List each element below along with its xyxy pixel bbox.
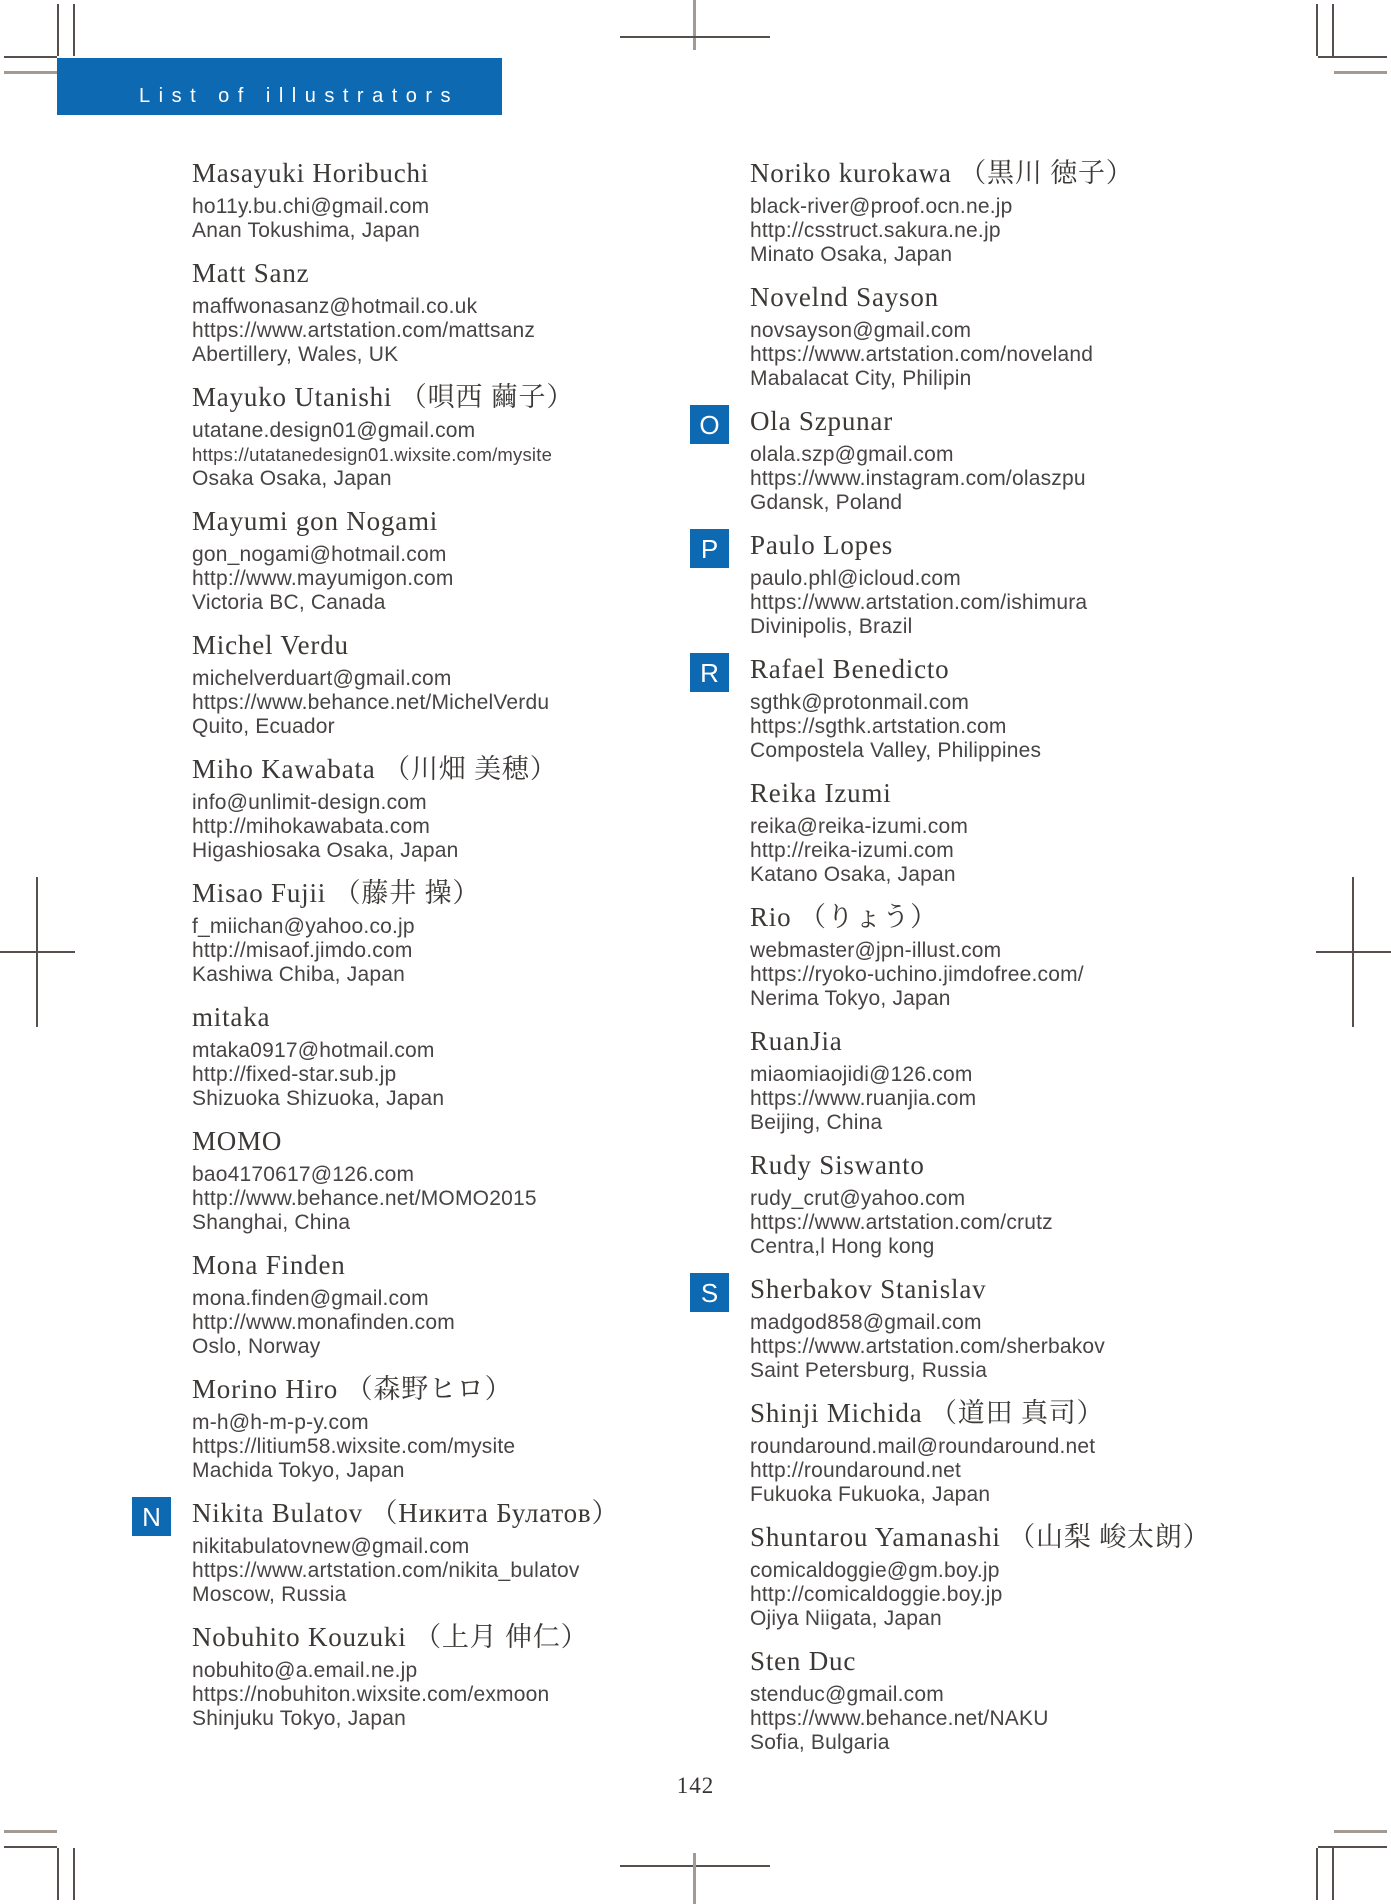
illustrator-location: Kashiwa Chiba, Japan xyxy=(192,963,405,986)
illustrator-name: Nikita Bulatov （Никита Булатов） xyxy=(192,1498,620,1528)
illustrator-entry xyxy=(699,404,1270,515)
illustrator-location: Abertillery, Wales, UK xyxy=(192,343,399,366)
illustrator-email: nikitabulatovnew@gmail.com xyxy=(192,1535,470,1558)
illustrator-column-right xyxy=(699,156,1270,1768)
illustrator-entry xyxy=(192,1620,712,1731)
section-letter-badge: O xyxy=(690,405,729,444)
section-letter-badge: N xyxy=(132,1497,171,1536)
illustrator-column-left xyxy=(142,156,712,1744)
illustrator-url: http://misaof.jimdo.com xyxy=(192,939,413,962)
crop-mark xyxy=(1316,4,1318,56)
illustrator-name: RuanJia xyxy=(750,1026,843,1056)
illustrator-email: stenduc@gmail.com xyxy=(750,1683,944,1706)
illustrator-entry xyxy=(192,504,712,615)
illustrator-name: Morino Hiro （森野ヒロ） xyxy=(192,1374,513,1404)
illustrator-url: https://www.behance.net/MichelVerdu xyxy=(192,691,550,714)
illustrator-name: Mayuko Utanishi （唄西 繭子） xyxy=(192,382,575,412)
illustrator-email: f_miichan@yahoo.co.jp xyxy=(192,915,415,938)
illustrator-name: Mona Finden xyxy=(192,1250,346,1280)
illustrator-location: Shanghai, China xyxy=(192,1211,351,1234)
illustrator-url: http://www.behance.net/MOMO2015 xyxy=(192,1187,537,1210)
illustrator-url: https://www.behance.net/NAKU xyxy=(750,1707,1049,1730)
illustrator-email: bao4170617@126.com xyxy=(192,1163,415,1186)
illustrator-name: Paulo Lopes xyxy=(750,530,894,560)
illustrator-name: Ola Szpunar xyxy=(750,406,894,436)
illustrator-name: MOMO xyxy=(192,1126,283,1156)
illustrator-url: https://www.artstation.com/sherbakov xyxy=(750,1335,1106,1358)
illustrator-entry xyxy=(750,156,1270,267)
page-header-bar xyxy=(57,58,502,115)
illustrator-entry xyxy=(700,528,1270,639)
illustrator-location: Moscow, Russia xyxy=(192,1583,347,1606)
illustrator-email: roundaround.mail@roundaround.net xyxy=(750,1435,1096,1458)
crop-mark xyxy=(693,0,696,50)
illustrator-url: https://utatanedesign01.wixsite.com/mysite xyxy=(192,444,553,465)
illustrator-name: Sten Duc xyxy=(750,1646,857,1676)
crop-mark xyxy=(4,1830,57,1833)
crop-mark xyxy=(73,4,75,56)
illustrator-location: Oslo, Norway xyxy=(192,1335,321,1358)
page-number: 142 xyxy=(676,1773,715,1798)
illustrator-email: gon_nogami@hotmail.com xyxy=(192,543,447,566)
illustrator-email: utatane.design01@gmail.com xyxy=(192,419,476,442)
illustrator-email: sgthk@protonmail.com xyxy=(750,691,970,714)
illustrator-location: Compostela Valley, Philippines xyxy=(750,739,1042,762)
illustrator-email: michelverduart@gmail.com xyxy=(192,667,452,690)
illustrator-location: Beijing, China xyxy=(750,1111,883,1134)
illustrator-url: https://www.instagram.com/olaszpu xyxy=(750,467,1086,490)
crop-mark xyxy=(73,1848,75,1900)
illustrator-url: https://sgthk.artstation.com xyxy=(750,715,1007,738)
illustrator-entry xyxy=(192,876,712,987)
illustrator-name: Noriko kurokawa （黒川 徳子） xyxy=(750,158,1134,188)
crop-mark xyxy=(4,71,57,74)
illustrator-url: https://www.artstation.com/nikita_bulatov xyxy=(192,1559,580,1582)
illustrator-url: http://fixed-star.sub.jp xyxy=(192,1063,397,1086)
illustrator-email: mtaka0917@hotmail.com xyxy=(192,1039,435,1062)
illustrator-entry xyxy=(192,1372,712,1483)
illustrator-entry xyxy=(750,280,1270,391)
illustrator-entry xyxy=(750,1644,1270,1755)
illustrator-name: Michel Verdu xyxy=(192,630,349,660)
illustrator-entry xyxy=(700,652,1270,763)
illustrator-name: Rafael Benedicto xyxy=(750,654,950,684)
illustrator-location: Shinjuku Tokyo, Japan xyxy=(192,1707,406,1730)
illustrator-email: miaomiaojidi@126.com xyxy=(750,1063,973,1086)
illustrator-entry xyxy=(192,752,712,863)
crop-mark xyxy=(1316,951,1391,953)
illustrator-entry xyxy=(700,1272,1270,1383)
crop-mark xyxy=(1332,1848,1334,1900)
crop-mark xyxy=(1334,71,1387,74)
illustrator-url: http://reika-izumi.com xyxy=(750,839,954,862)
illustrator-location: Sofia, Bulgaria xyxy=(750,1731,890,1754)
illustrator-email: reika@reika-izumi.com xyxy=(750,815,969,838)
illustrator-name: Matt Sanz xyxy=(192,258,310,288)
illustrator-name: Miho Kawabata （川畑 美穂） xyxy=(192,754,558,784)
illustrator-location: Higashiosaka Osaka, Japan xyxy=(192,839,459,862)
illustrator-name: Sherbakov Stanislav xyxy=(750,1274,987,1304)
illustrator-name: mitaka xyxy=(192,1002,271,1032)
illustrator-location: Nerima Tokyo, Japan xyxy=(750,987,951,1010)
illustrator-location: Machida Tokyo, Japan xyxy=(192,1459,405,1482)
illustrator-entry xyxy=(192,156,712,243)
illustrator-url: https://ryoko-uchino.jimdofree.com/ xyxy=(750,963,1084,986)
illustrator-location: Mabalacat City, Philipin xyxy=(750,367,972,390)
illustrator-email: maffwonasanz@hotmail.co.uk xyxy=(192,295,478,318)
illustrator-name: Rio （りょう） xyxy=(750,902,938,932)
crop-mark xyxy=(1316,1848,1318,1900)
illustrator-name: Masayuki Horibuchi xyxy=(192,158,430,188)
crop-mark xyxy=(1318,1846,1387,1848)
crop-mark xyxy=(4,56,57,58)
illustrator-name: Shinji Michida （道田 真司） xyxy=(750,1398,1105,1428)
illustrator-entry xyxy=(750,900,1270,1011)
illustrator-name: Rudy Siswanto xyxy=(750,1150,925,1180)
illustrator-entry xyxy=(750,776,1270,887)
illustrator-location: Fukuoka Fukuoka, Japan xyxy=(750,1483,991,1506)
illustrator-url: http://comicaldoggie.boy.jp xyxy=(750,1583,1003,1606)
crop-mark xyxy=(1332,4,1334,56)
crop-mark xyxy=(1352,877,1354,1027)
illustrator-url: https://litium58.wixsite.com/mysite xyxy=(192,1435,516,1458)
illustrator-entry xyxy=(750,1024,1270,1135)
crop-mark xyxy=(57,4,59,56)
illustrator-email: madgod858@gmail.com xyxy=(750,1311,982,1334)
illustrator-location: Shizuoka Shizuoka, Japan xyxy=(192,1087,445,1110)
crop-mark xyxy=(36,877,38,1027)
illustrator-entry xyxy=(192,1000,712,1111)
illustrator-name: Novelnd Sayson xyxy=(750,282,939,312)
illustrator-location: Divinipolis, Brazil xyxy=(750,615,913,638)
illustrator-url: https://www.artstation.com/ishimura xyxy=(750,591,1088,614)
illustrator-location: Katano Osaka, Japan xyxy=(750,863,956,886)
illustrator-location: Gdansk, Poland xyxy=(750,491,903,514)
page-title: List of illustrators xyxy=(139,85,460,107)
illustrator-location: Victoria BC, Canada xyxy=(192,591,386,614)
illustrator-email: webmaster@jpn-illust.com xyxy=(750,939,1002,962)
illustrator-email: novsayson@gmail.com xyxy=(750,319,972,342)
illustrator-name: Shuntarou Yamanashi （山梨 峻太朗） xyxy=(750,1522,1211,1552)
illustrator-location: Minato Osaka, Japan xyxy=(750,243,953,266)
illustrator-url: http://www.mayumigon.com xyxy=(192,567,454,590)
illustrator-entry xyxy=(142,1496,712,1607)
illustrator-url: https://www.artstation.com/mattsanz xyxy=(192,319,536,342)
illustrator-location: Saint Petersburg, Russia xyxy=(750,1359,988,1382)
section-letter-badge: P xyxy=(690,529,729,568)
illustrator-email: ho11y.bu.chi@gmail.com xyxy=(192,195,430,218)
illustrator-email: m-h@h-m-p-y.com xyxy=(192,1411,369,1434)
illustrator-email: rudy_crut@yahoo.com xyxy=(750,1187,966,1210)
illustrator-entry xyxy=(192,1248,712,1359)
crop-mark xyxy=(0,951,75,953)
illustrator-location: Anan Tokushima, Japan xyxy=(192,219,420,242)
illustrator-email: black-river@proof.ocn.ne.jp xyxy=(750,195,1013,218)
illustrator-email: comicaldoggie@gm.boy.jp xyxy=(750,1559,1000,1582)
illustrator-url: https://www.ruanjia.com xyxy=(750,1087,977,1110)
illustrator-url: http://www.monafinden.com xyxy=(192,1311,455,1334)
illustrator-email: nobuhito@a.email.ne.jp xyxy=(192,1659,418,1682)
illustrator-name: Reika Izumi xyxy=(750,778,892,808)
illustrator-entry xyxy=(750,1396,1270,1507)
illustrator-email: olala.szp@gmail.com xyxy=(750,443,954,466)
illustrator-url: https://www.artstation.com/noveland xyxy=(750,343,1094,366)
crop-mark xyxy=(4,1846,57,1848)
illustrator-url: https://www.artstation.com/crutz xyxy=(750,1211,1053,1234)
crop-mark xyxy=(693,1853,696,1904)
illustrator-entry xyxy=(192,256,712,367)
section-letter-badge: S xyxy=(690,1273,729,1312)
illustrator-url: https://nobuhiton.wixsite.com/exmoon xyxy=(192,1683,550,1706)
illustrator-entry xyxy=(192,380,712,491)
illustrator-location: Ojiya Niigata, Japan xyxy=(750,1607,942,1630)
illustrator-email: info@unlimit-design.com xyxy=(192,791,427,814)
illustrator-entry xyxy=(750,1520,1270,1631)
illustrator-entry xyxy=(192,1124,712,1235)
illustrator-location: Quito, Ecuador xyxy=(192,715,335,738)
illustrator-email: mona.finden@gmail.com xyxy=(192,1287,429,1310)
illustrator-url: http://mihokawabata.com xyxy=(192,815,431,838)
illustrator-entry xyxy=(750,1148,1270,1259)
crop-mark xyxy=(57,1848,59,1900)
section-letter-badge: R xyxy=(690,653,729,692)
illustrator-email: paulo.phl@icloud.com xyxy=(750,567,961,590)
crop-mark xyxy=(620,36,770,38)
illustrator-url: http://roundaround.net xyxy=(750,1459,962,1482)
illustrator-name: Misao Fujii （藤井 操） xyxy=(192,878,481,908)
crop-mark xyxy=(1334,1830,1387,1833)
crop-mark xyxy=(1318,56,1387,58)
illustrator-name: Mayumi gon Nogami xyxy=(192,506,439,536)
illustrator-url: http://csstruct.sakura.ne.jp xyxy=(750,219,1001,242)
illustrator-name: Nobuhito Kouzuki （上月 伸仁） xyxy=(192,1622,589,1652)
illustrator-location: Centra,l Hong kong xyxy=(750,1235,935,1258)
illustrator-entry xyxy=(192,628,712,739)
illustrator-location: Osaka Osaka, Japan xyxy=(192,467,392,490)
